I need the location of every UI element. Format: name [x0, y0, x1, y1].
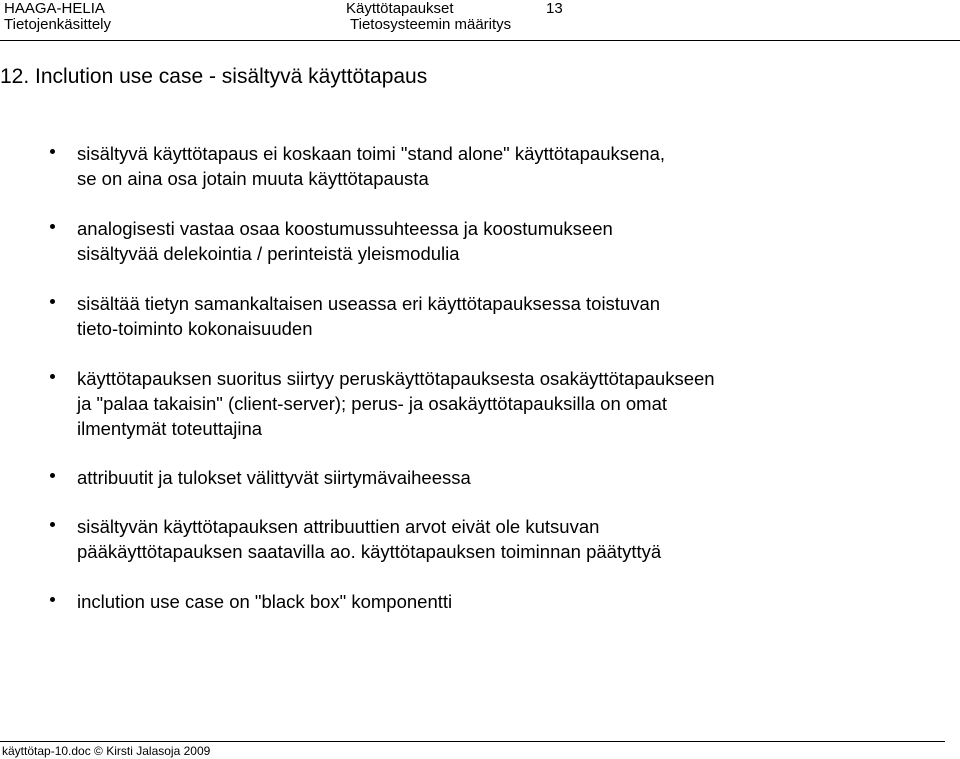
list-item-text: ilmentymät toteuttajina — [77, 418, 263, 439]
header-course: Tietojenkäsittely — [4, 16, 111, 33]
bullet-dot-icon — [50, 597, 55, 602]
bullet-dot-icon — [50, 224, 55, 229]
list-item-text: tieto-toiminto kokonaisuuden — [77, 318, 313, 339]
bullet-dot-icon — [50, 374, 55, 379]
header-topic: Käyttötapaukset — [346, 0, 454, 17]
bullet-dot-icon — [50, 473, 55, 478]
list-item-text: attribuutit ja tulokset välittyvät siirtymävaiheessa — [77, 467, 471, 488]
header-org: HAAGA-HELIA — [4, 0, 105, 17]
list-item-text: käyttötapauksen suoritus siirtyy peruskäyttötapauksesta osakäyttötapaukseen — [77, 368, 715, 389]
list-item-text: se on aina osa jotain muuta käyttötapausta — [77, 168, 429, 189]
section-title: 12. Inclution use case - sisältyvä käyttötapaus — [0, 65, 428, 88]
header-page-number: 13 — [546, 0, 563, 17]
header-divider — [0, 40, 960, 41]
list-item-text: pääkäyttötapauksen saatavilla ao. käyttötapauksen toiminnan päätyttyä — [77, 541, 662, 562]
list-item-text: inclution use case on "black box" komponentti — [77, 591, 453, 612]
list-item-text: analogisesti vastaa osaa koostumussuhteessa ja koostumukseen — [77, 218, 613, 239]
list-item-text: sisältyvän käyttötapauksen attribuuttien arvot eivät ole kutsuvan — [77, 516, 600, 537]
bullet-dot-icon — [50, 522, 55, 527]
list-item-text: sisältyvää delekointia / perinteistä yleismodulia — [77, 243, 460, 264]
footer-text: käyttötap-10.doc © Kirsti Jalasoja 2009 — [2, 744, 211, 758]
list-item-text: sisältää tietyn samankaltaisen useassa eri käyttötapauksessa toistuvan — [77, 293, 661, 314]
list-item-text: sisältyvä käyttötapaus ei koskaan toimi "stand alone" käyttötapauksena, — [77, 143, 665, 164]
footer-divider — [0, 741, 945, 742]
bullet-dot-icon — [50, 149, 55, 154]
header-subtopic: Tietosysteemin määritys — [350, 16, 512, 33]
bullet-dot-icon — [50, 299, 55, 304]
list-item-text: ja "palaa takaisin" (client-server); perus- ja osakäyttötapauksilla on omat — [77, 393, 667, 414]
